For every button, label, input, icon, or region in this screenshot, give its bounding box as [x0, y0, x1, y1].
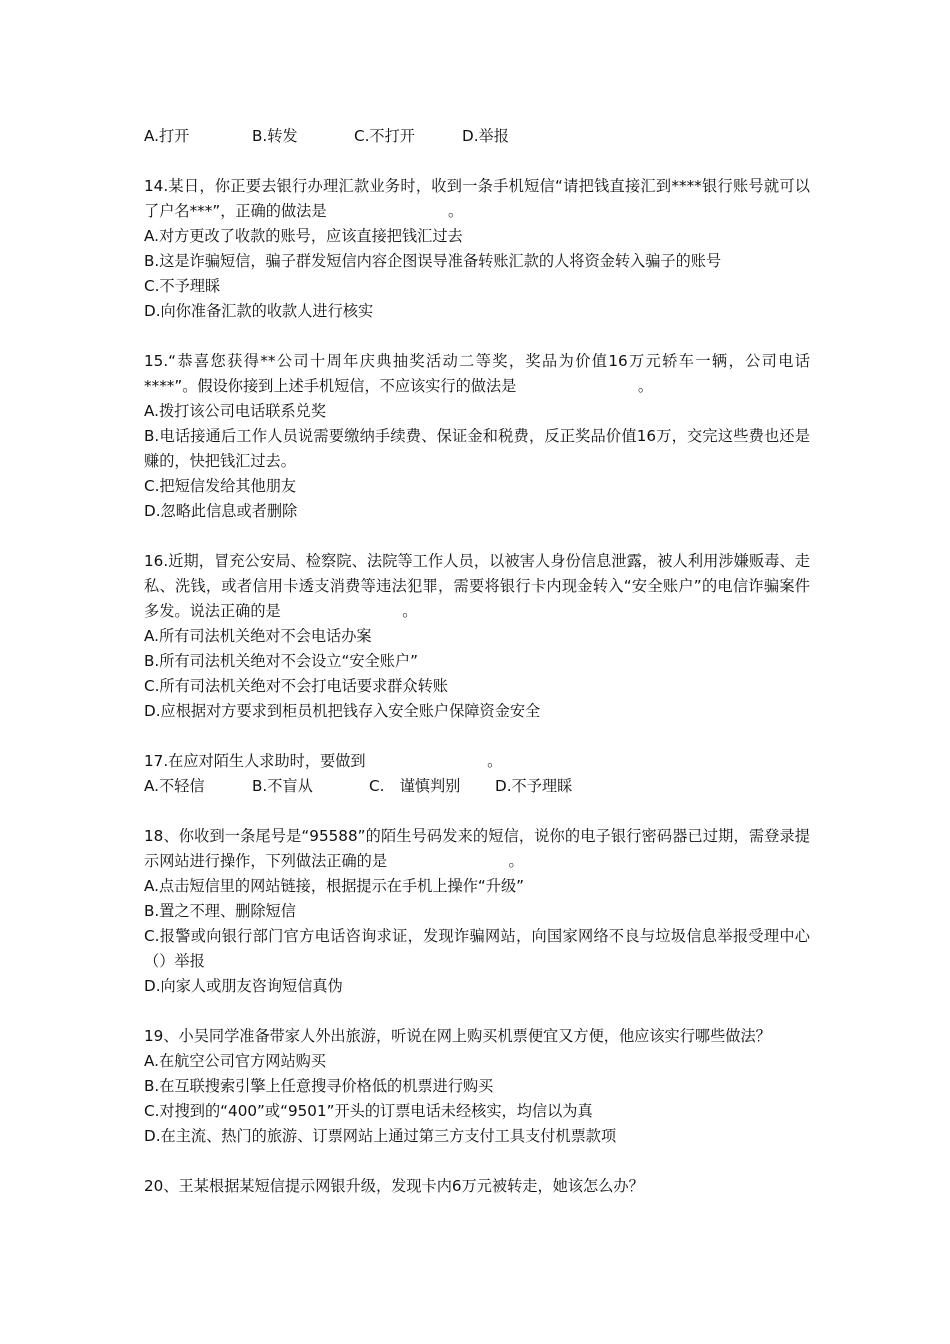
q15-stem: 15.“恭喜您获得**公司十周年庆典抽奖活动二等奖，奖品为价值16万元轿车一辆，公司电话****”。假设你接到上述手机短信，不应该实行的做法是 。	[144, 352, 810, 395]
q15-option-b: B.电话接通后工作人员说需要缴纳手续费、保证金和税费，反正奖品价值16万，交完这些费也还是赚的，快把钱汇过去。	[144, 427, 810, 470]
q17-option-a: A.不轻信	[144, 777, 205, 795]
q16-option-d: D.应根据对方要求到柜员机把钱存入安全账户保障资金安全	[144, 702, 541, 720]
q15-option-a: A.拨打该公司电话联系兑奖	[144, 402, 327, 420]
q18-option-d: D.向家人或朋友咨询短信真伪	[144, 977, 343, 995]
q20-stem: 20、王某根据某短信提示网银升级，发现卡内6万元被转走，她该怎么办？	[144, 1177, 644, 1195]
q16-stem: 16.近期，冒充公安局、检察院、法院等工作人员，以被害人身份信息泄露，被人利用涉嫌贩毒、走私、洗钱，或者信用卡透支消费等违法犯罪，需要将银行卡内现金转入“安全账户”的电信诈骗案件多发。说法正确的是 。	[144, 552, 810, 620]
q13-option-a: A.打开	[144, 127, 190, 145]
document-content	[144, 124, 810, 1199]
q13-option-c: C.不打开	[354, 127, 415, 145]
q14-option-b: B.这是诈骗短信，骗子群发短信内容企图误导准备转账汇款的人将资金转入骗子的账号	[144, 252, 722, 270]
q19-option-b: B.在互联搜索引擎上任意搜寻价格低的机票进行购买	[144, 1077, 494, 1095]
q18-option-a: A.点击短信里的网站链接，根据提示在手机上操作“升级”	[144, 877, 524, 895]
q17-option-c: C. 谨慎判别	[369, 777, 461, 795]
q19-option-a: A.在航空公司官方网站购买	[144, 1052, 327, 1070]
q18-option-c: C.报警或向银行部门官方电话咨询求证，发现诈骗网站，向国家网络不良与垃圾信息举报受理中心（）举报	[144, 927, 810, 970]
q19-option-c: C.对搜到的“400”或“9501”开头的订票电话未经核实，均信以为真	[144, 1102, 593, 1120]
q15-option-c: C.把短信发给其他朋友	[144, 477, 297, 495]
q18-option-b: B.置之不理、删除短信	[144, 902, 296, 920]
q17-option-b: B.不盲从	[252, 777, 313, 795]
q14-option-d: D.向你准备汇款的收款人进行核实	[144, 302, 374, 320]
q19-option-d: D.在主流、热门的旅游、订票网站上通过第三方支付工具支付机票款项	[144, 1127, 617, 1145]
q18-stem: 18、你收到一条尾号是“95588”的陌生号码发来的短信，说你的电子银行密码器已过期，需登录提示网站进行操作，下列做法正确的是 。	[144, 827, 810, 870]
q14-option-a: A.对方更改了收款的账号，应该直接把钱汇过去	[144, 227, 463, 245]
q16-option-c: C.所有司法机关绝对不会打电话要求群众转账	[144, 677, 448, 695]
q17-stem: 17.在应对陌生人求助时，要做到 。	[144, 752, 503, 770]
q13-option-b: B.转发	[252, 127, 298, 145]
q19-stem: 19、小吴同学准备带家人外出旅游，听说在网上购买机票便宜又方便，他应该实行哪些做法？	[144, 1027, 771, 1045]
q16-option-a: A.所有司法机关绝对不会电话办案	[144, 627, 372, 645]
q13-option-d: D.举报	[462, 127, 509, 145]
q17-options	[144, 774, 810, 799]
q13-options	[144, 124, 810, 149]
q16-option-b: B.所有司法机关绝对不会设立“安全账户”	[144, 652, 418, 670]
q17-option-d: D.不予理睬	[495, 777, 573, 795]
q14-option-c: C.不予理睬	[144, 277, 221, 295]
q15-option-d: D.忽略此信息或者删除	[144, 502, 298, 520]
q14-stem: 14.某日，你正要去银行办理汇款业务时，收到一条手机短信“请把钱直接汇到****银行账号就可以了户名***”，正确的做法是 。	[144, 177, 810, 220]
